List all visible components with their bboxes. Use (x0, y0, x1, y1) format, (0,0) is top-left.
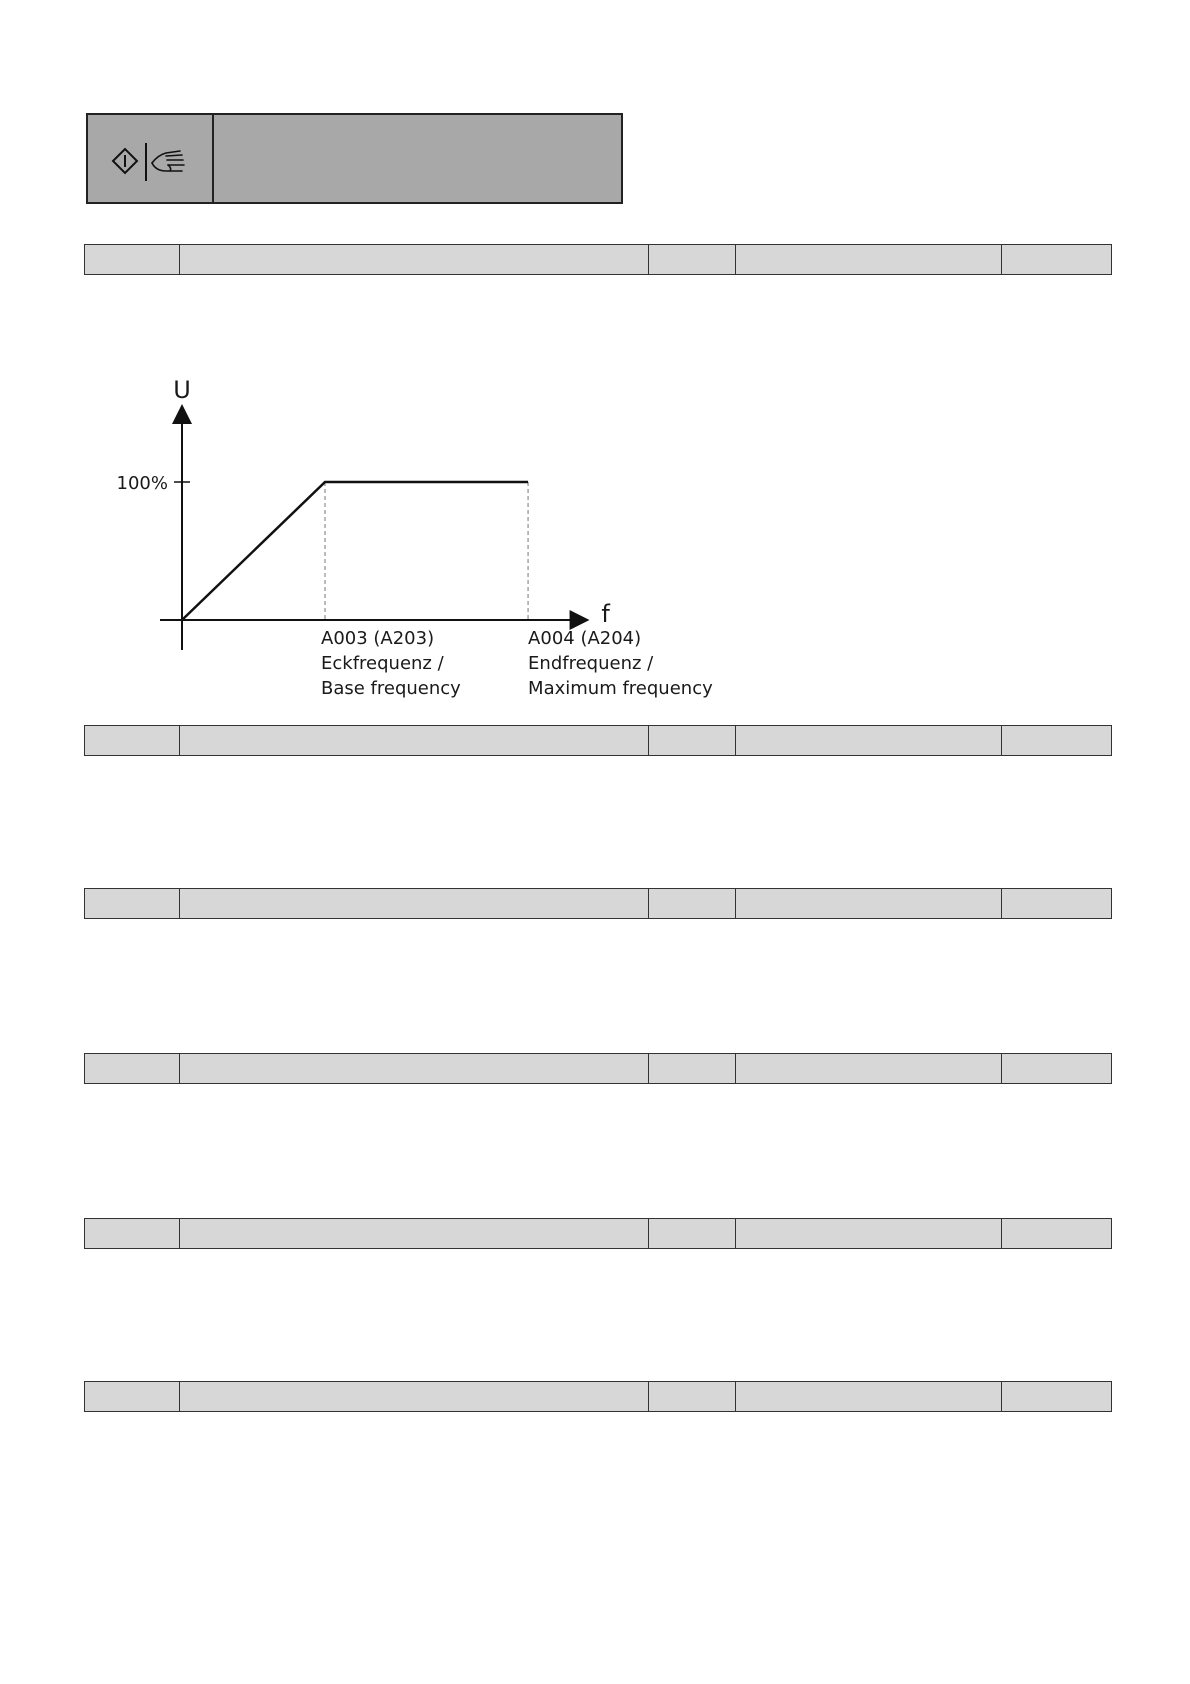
param-range-cell (736, 1382, 1002, 1411)
x-axis-label: f (601, 600, 610, 628)
mode-icons (110, 141, 190, 181)
y-axis-label: U (173, 376, 191, 404)
param-range-cell (736, 889, 1002, 918)
param-unit-cell (649, 1219, 736, 1248)
parameter-row (84, 1381, 1112, 1412)
mode-icon-cell (88, 115, 214, 202)
param-code-cell (85, 889, 180, 918)
param-range-cell (736, 1054, 1002, 1083)
param-code-cell (85, 245, 180, 274)
base-frequency-annotation (321, 628, 461, 699)
param-code-cell (85, 1382, 180, 1411)
param-range-cell (736, 245, 1002, 274)
chart-svg (0, 0, 1190, 720)
parameter-row (84, 1218, 1112, 1249)
annotation-line: Maximum frequency (528, 678, 713, 699)
param-range-cell (736, 726, 1002, 755)
param-code-cell (85, 726, 180, 755)
annotation-line: A004 (A204) (528, 628, 642, 649)
max-frequency-annotation (528, 628, 713, 699)
annotation-line: Base frequency (321, 678, 461, 699)
param-description-cell (180, 726, 649, 755)
param-code-cell (85, 1054, 180, 1083)
param-default-cell (1002, 889, 1111, 918)
parameter-row (84, 725, 1112, 756)
param-default-cell (1002, 1382, 1111, 1411)
parameter-group-header (86, 113, 623, 204)
param-code-cell (85, 1219, 180, 1248)
param-default-cell (1002, 726, 1111, 755)
annotation-line: A003 (A203) (321, 628, 435, 649)
param-range-cell (736, 1219, 1002, 1248)
param-unit-cell (649, 245, 736, 274)
parameter-row (84, 888, 1112, 919)
y-tick-label: 100% (116, 473, 168, 494)
param-description-cell (180, 889, 649, 918)
param-unit-cell (649, 1382, 736, 1411)
param-description-cell (180, 1382, 649, 1411)
parameter-row (84, 1053, 1112, 1084)
run-mode-icon (113, 149, 137, 173)
param-description-cell (180, 245, 649, 274)
param-unit-cell (649, 1054, 736, 1083)
param-unit-cell (649, 726, 736, 755)
param-default-cell (1002, 245, 1111, 274)
uf-curve (182, 482, 528, 620)
parameter-row (84, 244, 1112, 275)
annotation-line: Endfrequenz / (528, 653, 654, 674)
param-default-cell (1002, 1219, 1111, 1248)
manual-hand-icon (152, 151, 184, 171)
param-description-cell (180, 1219, 649, 1248)
param-unit-cell (649, 889, 736, 918)
param-description-cell (180, 1054, 649, 1083)
param-default-cell (1002, 1054, 1111, 1083)
annotation-line: Eckfrequenz / (321, 653, 444, 674)
